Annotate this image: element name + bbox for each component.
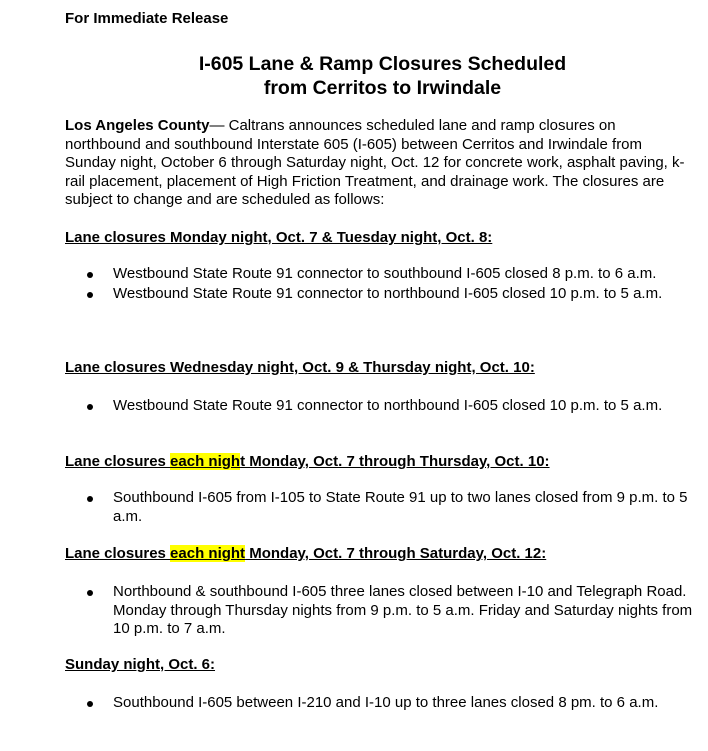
list-item: Southbound I-605 from I-105 to State Route 91 up to two lanes closed from 9 p.m. to 5 a.m. [65,489,693,526]
bullet-icon [87,701,93,707]
bullet-list-mon-tue [65,265,693,304]
section-heading-wed-thu: Lane closures Wednesday night, Oct. 9 & Thursday night, Oct. 10: [65,359,535,376]
highlighted-text: each night [170,545,246,562]
list-item: Westbound State Route 91 connector to southbound I-605 closed 8 p.m. to 6 a.m. [65,265,693,284]
title-line-2: from Cerritos to Irwindale [263,77,502,99]
bullet-list-each-night-thu [65,489,693,527]
list-item: Northbound & southbound I-605 three lanes closed between I-10 and Telegraph Road. Monday through Thursday nights from 9 p.m. to 5 a.m. Friday and Saturday nights from 10 p.m. to 7 a.m. [65,583,693,639]
list-item: Southbound I-605 between I-210 and I-10 up to three lanes closed 8 pm. to 6 a.m. [65,694,693,713]
bullet-icon [87,272,93,278]
bullet-icon [87,292,93,298]
section-heading-mon-tue: Lane closures Monday night, Oct. 7 & Tuesday night, Oct. 8: [65,229,493,246]
bullet-icon [87,404,93,410]
section-heading-each-night-thu: Lane closures each night Monday, Oct. 7 through Thursday, Oct. 10: [65,453,550,470]
bullet-list-wed-thu [65,397,693,417]
bullet-icon [87,590,93,596]
section-heading-sunday: Sunday night, Oct. 6: [65,656,216,673]
list-item: Westbound State Route 91 connector to northbound I-605 closed 10 p.m. to 5 a.m. [65,285,693,304]
intro-body: — Caltrans announces scheduled lane and ramp closures on northbound and southbound Interstate 605 (I-605) between Cerritos and Irwindale from Sunday night, October 6 through Saturday night, Oct. 12 for concrete work, asphalt paving, k-rail placement, placement of High Friction Treatment, and drainage work. The closures are subject to change and are scheduled as follows: [65,117,685,208]
section-heading-each-night-sat: Lane closures each night Monday, Oct. 7 through Saturday, Oct. 12: [65,545,547,562]
title-line-1: I-605 Lane & Ramp Closures Scheduled [198,53,567,75]
bullet-icon [87,496,93,502]
page-title [65,52,700,100]
list-item: Westbound State Route 91 connector to northbound I-605 closed 10 p.m. to 5 a.m. [65,397,693,416]
release-label: For Immediate Release [65,10,229,27]
intro-paragraph [65,117,693,210]
bullet-list-each-night-sat [65,583,693,640]
bullet-list-sunday [65,694,693,714]
intro-lead: Los Angeles County [65,117,210,134]
highlighted-text: each nigh [170,453,241,470]
